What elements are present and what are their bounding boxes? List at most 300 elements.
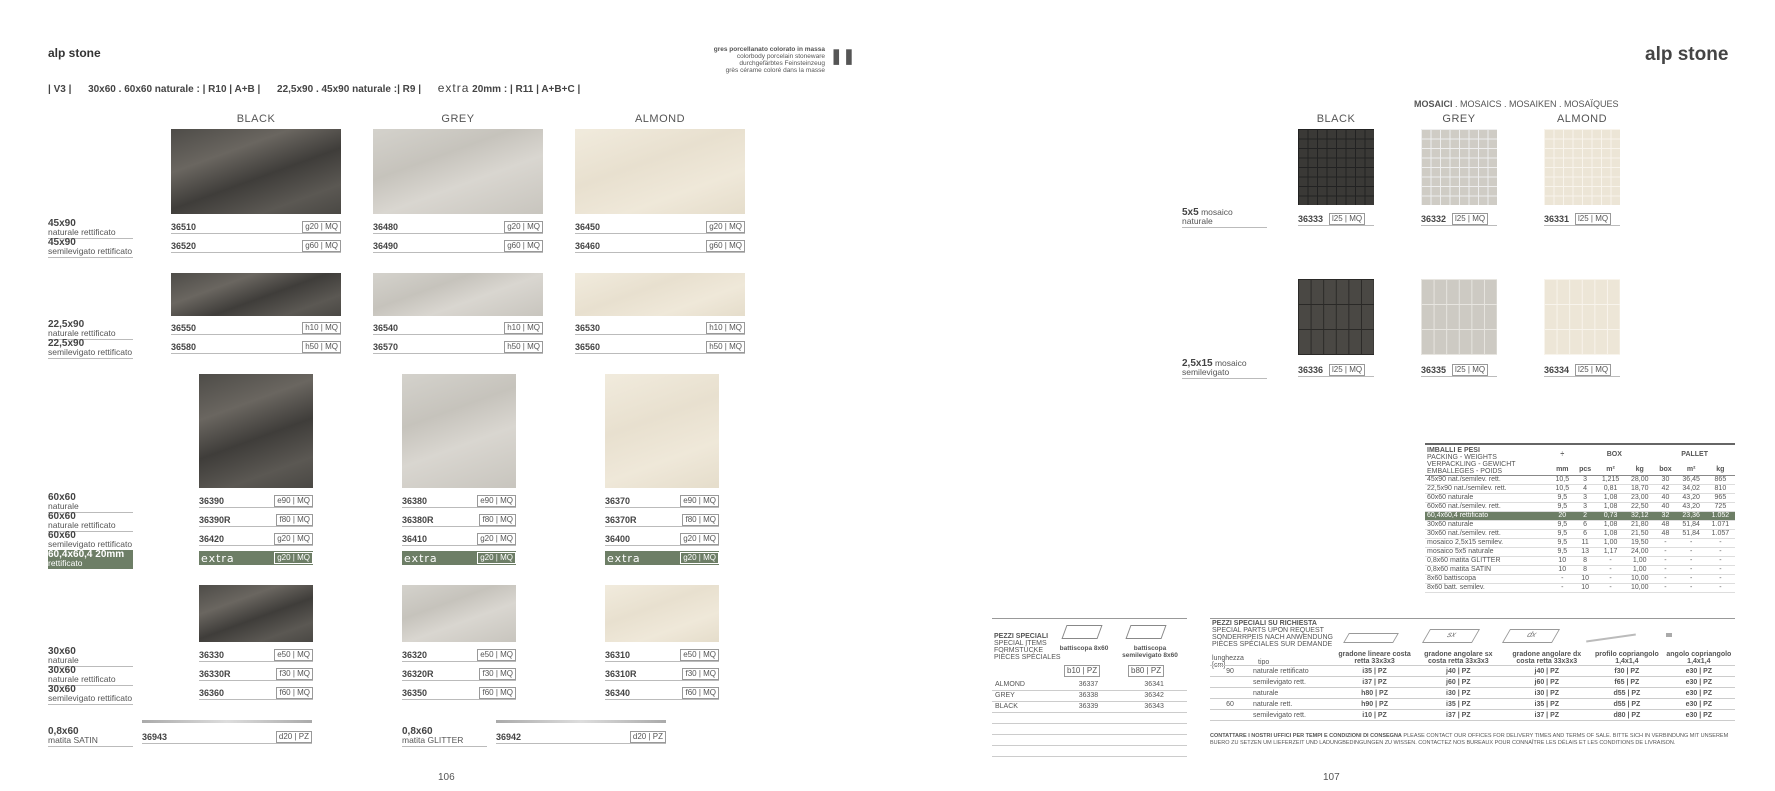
packing-cell: 32 <box>1654 512 1676 521</box>
packing-row <box>1425 521 1735 530</box>
mosaic-size-label: 2,5x15 mosaico semilevigato <box>1182 359 1267 379</box>
code-row: 36400 g20 | MQ <box>605 532 719 546</box>
col-header: profilo copriangolo 1,4x1,4 <box>1591 651 1663 666</box>
packing-cell: 20 <box>1550 512 1574 521</box>
battiscopa-header: battiscopa 8x60 <box>1059 645 1109 652</box>
special-piece-cell: ALMOND <box>992 679 1056 690</box>
packing-cell: 30 <box>1654 476 1676 485</box>
packing-cell: 8 <box>1574 566 1596 575</box>
left-page-title: alp stone <box>48 46 101 60</box>
battiscopa-tag: b10 | PZ <box>1064 665 1100 677</box>
packing-cell: - <box>1706 566 1735 575</box>
code-row: 36310 e50 | MQ <box>605 648 719 662</box>
extra-logo: extra <box>437 81 470 95</box>
size-label: 0,8x60 matita GLITTER <box>402 727 487 747</box>
code-row: 36330R f30 | MQ <box>199 667 313 681</box>
swatch-almond-45x90 <box>575 129 745 214</box>
code-row: 36360 f60 | MQ <box>199 686 313 700</box>
special-request-cell: e30 | PZ <box>1663 688 1735 699</box>
special-piece-row <box>992 690 1187 701</box>
code-row: 36550 h10 | MQ <box>171 321 341 335</box>
special-piece-cell: 36337 <box>1056 679 1122 690</box>
packing-cell: mosaico 2,5x15 semilev. <box>1425 539 1550 548</box>
special-piece-row-empty <box>992 723 1187 734</box>
packing-cell: 4 <box>1574 485 1596 494</box>
packing-row <box>1425 566 1735 575</box>
packing-cell: - <box>1706 557 1735 566</box>
code-row: 36340 f60 | MQ <box>605 686 719 700</box>
packing-cell: 42 <box>1654 485 1676 494</box>
packing-cell: 8x60 batt. semilev. <box>1425 584 1550 593</box>
packing-cell: 51,84 <box>1677 530 1706 539</box>
packing-cell: 60x60 naturale <box>1425 494 1550 503</box>
special-piece-cell: 36341 <box>1121 679 1187 690</box>
size-label: 60x60 semilevigato rettificato <box>48 530 133 549</box>
mosaici-heading: MOSAICI . MOSAICS . MOSAIKEN . MOSAÏQUES <box>1414 99 1619 109</box>
size-label: 60x60 naturale rettificato <box>48 512 133 532</box>
packing-cell: 60,4x60,4 rettificato <box>1425 512 1550 521</box>
packing-cell: 51,84 <box>1677 521 1706 530</box>
special-piece-row <box>992 679 1187 690</box>
special-request-cell: e30 | PZ <box>1663 710 1735 721</box>
packing-cell: 0,8x60 matita SATIN <box>1425 566 1550 575</box>
packing-cell: 9,5 <box>1550 521 1574 530</box>
special-request-cell <box>1210 677 1250 688</box>
mos-col-almond: ALMOND <box>1556 113 1608 125</box>
packing-cell: 24,00 <box>1625 548 1654 557</box>
packing-cell: - <box>1677 557 1706 566</box>
spec-line <box>48 81 580 95</box>
mosaic-code-row: 36333 l25 | MQ <box>1298 213 1374 226</box>
special-request-cell: j60 | PZ <box>1414 677 1502 688</box>
packing-cell: 3 <box>1574 494 1596 503</box>
code-row: 36490 g60 | MQ <box>373 239 543 253</box>
mosaic-code-row: 36336 l25 | MQ <box>1298 364 1374 377</box>
swatch-black-45x90 <box>171 129 341 214</box>
code-row: 36320 e50 | MQ <box>402 648 516 662</box>
code-row: 36540 h10 | MQ <box>373 321 543 335</box>
page-number-left: 106 <box>438 772 455 783</box>
spec-v3: | V3 | <box>48 84 72 95</box>
packing-cell: 13 <box>1574 548 1596 557</box>
size-label: 22,5x90 naturale rettificato <box>48 320 133 340</box>
code-row: 36370 e90 | MQ <box>605 494 719 508</box>
type-label: tipo <box>1258 659 1270 666</box>
packing-cell: 1,08 <box>1596 503 1625 512</box>
swatch-grey-30x60 <box>402 585 516 642</box>
packing-cell: 1,00 <box>1596 539 1625 548</box>
swatch-black-30x60 <box>199 585 313 642</box>
special-piece-cell: GREY <box>992 690 1056 701</box>
material-line-fr: grès cérame coloré dans la masse <box>725 67 825 74</box>
packing-cell: 8 <box>1574 557 1596 566</box>
code-row: 36943 d20 | PZ <box>142 730 312 744</box>
spec-22x90: 22,5x90 . 45x90 naturale :| R9 | <box>277 84 422 95</box>
len-label: lunghezza [cm] <box>1212 655 1244 669</box>
packing-cell: 60x60 nat./semilev. rett. <box>1425 503 1550 512</box>
col-head-black: BLACK <box>236 113 276 125</box>
packing-cell: 22,5x90 nat./semilev. rett. <box>1425 485 1550 494</box>
packing-cell: - <box>1596 575 1625 584</box>
mosaic-size-label: 5x5 mosaico naturale <box>1182 208 1267 228</box>
code-row: 36350 f60 | MQ <box>402 686 516 700</box>
page-number-right: 107 <box>1323 772 1340 783</box>
matita-satin-bar <box>142 720 312 723</box>
packing-cell: 23,36 <box>1677 512 1706 521</box>
packing-cell: 21,80 <box>1625 521 1654 530</box>
special-request-cell: j40 | PZ <box>1502 666 1591 677</box>
packing-row <box>1425 530 1735 539</box>
packing-cell: - <box>1596 557 1625 566</box>
special-request-cell: j40 | PZ <box>1414 666 1502 677</box>
packing-cell: 1,08 <box>1596 530 1625 539</box>
packing-cell: - <box>1677 539 1706 548</box>
code-row: 36370R f80 | MQ <box>605 513 719 527</box>
special-request-cell: e30 | PZ <box>1663 677 1735 688</box>
size-label: 45x90 naturale rettificato <box>48 219 133 239</box>
code-row: 36450 g20 | MQ <box>575 220 745 234</box>
packing-cell: 3 <box>1574 476 1596 485</box>
packing-cell: 10 <box>1550 566 1574 575</box>
packing-cell: 21,50 <box>1625 530 1654 539</box>
code-row: 36390R f80 | MQ <box>199 513 313 527</box>
packing-cell: - <box>1706 575 1735 584</box>
special-piece-cell: 36343 <box>1121 701 1187 712</box>
special-request-cell: naturale <box>1250 688 1335 699</box>
packing-cell: - <box>1706 539 1735 548</box>
packing-cell: - <box>1654 575 1676 584</box>
packing-cell: 40 <box>1654 503 1676 512</box>
special-request-cell: f30 | PZ <box>1591 666 1663 677</box>
packing-cell: - <box>1706 584 1735 593</box>
special-request-cell: i30 | PZ <box>1414 688 1502 699</box>
packing-cell: 32,12 <box>1625 512 1654 521</box>
packing-cell: - <box>1550 584 1574 593</box>
swatch-black-22x90 <box>171 273 341 316</box>
packing-row <box>1425 557 1735 566</box>
packing-cell: 1,00 <box>1625 557 1654 566</box>
packing-cell: - <box>1706 548 1735 557</box>
packing-cell: 36,45 <box>1677 476 1706 485</box>
mosaic-code-row: 36335 l25 | MQ <box>1421 364 1497 377</box>
special-request-cell: semilevigato rett. <box>1250 677 1335 688</box>
packing-row <box>1425 503 1735 512</box>
packing-cell: 30x60 nat./semilev. rett. <box>1425 530 1550 539</box>
special-request-cell: e30 | PZ <box>1663 666 1735 677</box>
special-request-cell: i35 | PZ <box>1335 666 1414 677</box>
code-row-extra: extra g20 | MQ <box>402 551 516 565</box>
mos-col-grey: GREY <box>1442 113 1476 125</box>
mos-col-black: BLACK <box>1316 113 1356 125</box>
packing-cell: 18,70 <box>1625 485 1654 494</box>
packing-cell: 865 <box>1706 476 1735 485</box>
col-header: m² <box>1606 466 1615 474</box>
battiscopa-semilev-icon <box>1125 625 1166 639</box>
special-request-cell: f65 | PZ <box>1591 677 1663 688</box>
special-request-cell: d80 | PZ <box>1591 710 1663 721</box>
packing-cell: - <box>1596 566 1625 575</box>
special-request-cell: i37 | PZ <box>1335 677 1414 688</box>
packing-cell: - <box>1654 584 1676 593</box>
packing-cell: 10 <box>1550 557 1574 566</box>
packing-cell: - <box>1677 548 1706 557</box>
packing-cell: 1,08 <box>1596 494 1625 503</box>
special-request-block <box>1210 618 1735 719</box>
packing-cell: 1.071 <box>1706 521 1735 530</box>
box-group-header: BOX <box>1606 451 1622 459</box>
code-row: 36330 e50 | MQ <box>199 648 313 662</box>
packing-cell: 30x60 naturale <box>1425 521 1550 530</box>
code-row-extra: extra g20 | MQ <box>605 551 719 565</box>
packing-cell: 1.052 <box>1706 512 1735 521</box>
size-label-extra: 60,4x60,4 20mm rettificato <box>48 550 133 569</box>
special-piece-row-empty <box>992 712 1187 723</box>
size-label: 30x60 semilevigato rettificato <box>48 684 133 703</box>
code-row: 36520 g60 | MQ <box>171 239 341 253</box>
special-request-cell: 60 <box>1210 699 1250 710</box>
special-request-cell: i35 | PZ <box>1502 699 1591 710</box>
packing-row <box>1425 512 1735 521</box>
packing-row <box>1425 476 1735 485</box>
footprint-icon: ❚❚ <box>830 48 856 65</box>
special-request-title: PEZZI SPECIALI SU RICHIESTA SPECIAL PARTS UPON REQUEST SONDERRPEIS NACH ANWENDUNG PIÈCES SPÉCIALES SUR DEMANDE <box>1212 620 1333 648</box>
col-header: mm <box>1556 466 1569 474</box>
special-piece-cell: 36342 <box>1121 690 1187 701</box>
material-line-en: colorbody porcelain stoneware <box>736 53 825 60</box>
pallet-group-header: PALLET <box>1681 451 1708 459</box>
packing-cell: - <box>1654 557 1676 566</box>
battiscopa-semilev-tag: b80 | PZ <box>1128 665 1164 677</box>
packing-cell: 11 <box>1574 539 1596 548</box>
col-head-grey: GREY <box>441 113 475 125</box>
packing-cell: 810 <box>1706 485 1735 494</box>
code-row-extra: extra g20 | MQ <box>199 551 313 565</box>
code-row: 36570 h50 | MQ <box>373 340 543 354</box>
packing-row <box>1425 485 1735 494</box>
packing-cell: 725 <box>1706 503 1735 512</box>
gradone-sx-icon: sx <box>1422 629 1480 643</box>
col-header: box <box>1659 466 1672 474</box>
packing-cell: 6 <box>1574 521 1596 530</box>
spec-30x60: 30x60 . 60x60 naturale : | R10 | A+B | <box>88 84 261 95</box>
special-request-cell: e30 | PZ <box>1663 699 1735 710</box>
mosaic-black-2x15 <box>1298 279 1374 355</box>
code-row: 36530 h10 | MQ <box>575 321 745 335</box>
col-header: gradone lineare costa retta 33x3x3 <box>1335 651 1414 666</box>
special-request-row <box>1210 688 1735 699</box>
mosaic-code-row: 36334 l25 | MQ <box>1544 364 1620 377</box>
packing-cell: 9,5 <box>1550 548 1574 557</box>
code-row: 36580 h50 | MQ <box>171 340 341 354</box>
code-row: 36320R f30 | MQ <box>402 667 516 681</box>
col-header: kg <box>1716 466 1725 474</box>
packing-cell: 0,81 <box>1596 485 1625 494</box>
packing-row <box>1425 575 1735 584</box>
packing-cell: 10 <box>1574 575 1596 584</box>
col-header: m² <box>1686 466 1696 474</box>
swatch-grey-60x60 <box>402 374 516 488</box>
size-label: 30x60 naturale rettificato <box>48 666 133 686</box>
special-piece-cell: 36339 <box>1056 701 1122 712</box>
packing-cell: - <box>1677 584 1706 593</box>
thickness-icon: ÷ <box>1560 451 1565 459</box>
special-request-cell: i37 | PZ <box>1414 710 1502 721</box>
material-description <box>640 46 825 74</box>
special-request-cell <box>1210 710 1250 721</box>
special-request-cell: semilevigato rett. <box>1250 710 1335 721</box>
matita-glitter-bar <box>496 720 666 723</box>
special-piece-row <box>992 701 1187 712</box>
packing-cell: 28,00 <box>1625 476 1654 485</box>
mosaic-almond-2x15 <box>1544 279 1620 355</box>
special-request-cell: h90 | PZ <box>1335 699 1414 710</box>
code-row: 36942 d20 | PZ <box>496 730 666 744</box>
special-request-row <box>1210 710 1735 721</box>
packing-cell: 9,5 <box>1550 530 1574 539</box>
special-request-row <box>1210 666 1735 677</box>
packing-cell: mosaico 5x5 naturale <box>1425 548 1550 557</box>
col-header: gradone angolare dx costa retta 33x3x3 <box>1502 651 1591 666</box>
packing-cell: 2 <box>1574 512 1596 521</box>
special-request-row <box>1210 699 1735 710</box>
special-request-table <box>1210 651 1735 721</box>
packing-row <box>1425 548 1735 557</box>
packing-row <box>1425 539 1735 548</box>
special-request-cell: i10 | PZ <box>1335 710 1414 721</box>
packing-table <box>1425 443 1735 593</box>
special-pieces-title: PEZZI SPECIALI SPECIAL ITEMS FORMSTÜCKE PIÈCES SPÉCIALES <box>994 633 1061 661</box>
packing-cell: 10,5 <box>1550 476 1574 485</box>
code-row: 36310R f30 | MQ <box>605 667 719 681</box>
mosaic-code-row: 36331 l25 | MQ <box>1544 213 1620 226</box>
packing-cell: 0,73 <box>1596 512 1625 521</box>
special-pieces-block <box>992 618 1187 710</box>
swatch-black-60x60 <box>199 374 313 488</box>
packing-cell: - <box>1550 575 1574 584</box>
size-label: 0,8x60 matita SATIN <box>48 727 133 747</box>
col-header: kg <box>1635 466 1644 474</box>
packing-cell: 10,00 <box>1625 584 1654 593</box>
packing-cell: 48 <box>1654 530 1676 539</box>
special-request-cell: j60 | PZ <box>1502 677 1591 688</box>
packing-cell: 9,5 <box>1550 494 1574 503</box>
gradone-lineare-icon <box>1343 633 1399 643</box>
special-piece-cell: BLACK <box>992 701 1056 712</box>
code-row: 36420 g20 | MQ <box>199 532 313 546</box>
special-request-cell: i37 | PZ <box>1502 710 1591 721</box>
packing-cell: 10,5 <box>1550 485 1574 494</box>
packing-row <box>1425 584 1735 593</box>
special-request-cell: i30 | PZ <box>1502 688 1591 699</box>
packing-cell: 1,00 <box>1625 566 1654 575</box>
packing-cell: 0,8x60 matita GLITTER <box>1425 557 1550 566</box>
special-request-cell: naturale rett. <box>1250 699 1335 710</box>
mosaic-code-row: 36332 l25 | MQ <box>1421 213 1497 226</box>
packing-cell: - <box>1677 575 1706 584</box>
swatch-grey-45x90 <box>373 129 543 214</box>
material-line-de: durchgefärbtes Feinsteinzeug <box>739 60 825 67</box>
packing-row <box>1425 494 1735 503</box>
packing-cell: 43,20 <box>1677 503 1706 512</box>
mosaic-almond-5x5 <box>1544 129 1620 205</box>
size-label: 30x60 naturale <box>48 647 133 667</box>
size-label: 60x60 naturale <box>48 493 133 513</box>
battiscopa-semilev-header: battiscopa semilevigato 8x60 <box>1122 645 1178 659</box>
special-request-cell: 90 <box>1210 666 1250 677</box>
packing-cell: 1,08 <box>1596 521 1625 530</box>
packing-cell: 965 <box>1706 494 1735 503</box>
battiscopa-icon <box>1061 625 1102 639</box>
right-page-title: alp stone <box>1645 44 1729 65</box>
packing-cell: - <box>1677 566 1706 575</box>
code-row: 36480 g20 | MQ <box>373 220 543 234</box>
col-header: gradone angolare sx costa retta 33x3x3 <box>1414 651 1502 666</box>
special-request-cell: d55 | PZ <box>1591 699 1663 710</box>
packing-cell: - <box>1596 584 1625 593</box>
packing-cell: 22,50 <box>1625 503 1654 512</box>
packing-cell: 8x60 battiscopa <box>1425 575 1550 584</box>
special-piece-cell: 36338 <box>1056 690 1122 701</box>
code-row: 36410 g20 | MQ <box>402 532 516 546</box>
packing-cell: 3 <box>1574 503 1596 512</box>
gradone-dx-icon: dx <box>1502 629 1560 643</box>
packing-cell: 19,50 <box>1625 539 1654 548</box>
special-piece-row-empty <box>992 745 1187 756</box>
material-line-it: gres porcellanato colorato in massa <box>713 46 825 53</box>
code-row: 36380R f80 | MQ <box>402 513 516 527</box>
packing-cell: 9,5 <box>1550 539 1574 548</box>
size-label: 45x90 semilevigato rettificato <box>48 237 133 256</box>
packing-cell: 9,5 <box>1550 503 1574 512</box>
code-row: 36460 g60 | MQ <box>575 239 745 253</box>
special-request-cell: i35 | PZ <box>1414 699 1502 710</box>
packing-cell: - <box>1654 566 1676 575</box>
packing-cell: 1,215 <box>1596 476 1625 485</box>
packing-cell: 43,20 <box>1677 494 1706 503</box>
packing-cell: 34,02 <box>1677 485 1706 494</box>
packing-cell: - <box>1654 548 1676 557</box>
special-request-row <box>1210 677 1735 688</box>
code-row: 36560 h50 | MQ <box>575 340 745 354</box>
packing-cell: 45x90 nat./semilev. rett. <box>1425 476 1550 485</box>
profilo-icon <box>1586 634 1636 643</box>
angolo-icon <box>1666 633 1672 637</box>
packing-cell: 6 <box>1574 530 1596 539</box>
packing-cell: 48 <box>1654 521 1676 530</box>
packing-cell: 10 <box>1574 584 1596 593</box>
size-label: 22,5x90 semilevigato rettificato <box>48 338 133 357</box>
packing-title: IMBALLI E PESI PACKING - WEIGHTS VERPACKLING - GEWICHT EMBALLEGES - POIDS <box>1427 447 1516 475</box>
code-row: 36510 g20 | MQ <box>171 220 341 234</box>
code-row: 36390 e90 | MQ <box>199 494 313 508</box>
swatch-almond-30x60 <box>605 585 719 642</box>
col-head-almond: ALMOND <box>634 113 686 125</box>
swatch-almond-60x60 <box>605 374 719 488</box>
special-request-cell <box>1210 688 1250 699</box>
special-request-cell: naturale rettificato <box>1250 666 1335 677</box>
packing-cell: 23,00 <box>1625 494 1654 503</box>
packing-cell: 1.057 <box>1706 530 1735 539</box>
mosaic-grey-2x15 <box>1421 279 1497 355</box>
col-header: angolo copriangolo 1,4x1,4 <box>1663 651 1735 666</box>
packing-cell: 10,00 <box>1625 575 1654 584</box>
packing-cell: 1,17 <box>1596 548 1625 557</box>
packing-cell: - <box>1654 539 1676 548</box>
spec-20mm: 20mm : | R11 | A+B+C | <box>472 84 581 95</box>
packing-cell: 40 <box>1654 494 1676 503</box>
special-pieces-table <box>992 679 1187 757</box>
footer-note: CONTATTARE I NOSTRI UFFICI PER TEMPI E CONDIZIONI DI CONSEGNA PLEASE CONTACT OUR OFFICES FOR DELIVERY TIMES AND TERMS OF SALE. BITTE SICH IN VERBINDUNG MIT UNSEREM BUERO ZU SETZEN UM LIEFERZEIT UND LADUNGBEDINGUNGEN ZU WISSEN. CONTACTEZ NOS BUREAUX POUR CONNAÎTRE LES DÉLAIS ET LES CONDITIONS DE LIVRAISON. <box>1210 733 1729 746</box>
